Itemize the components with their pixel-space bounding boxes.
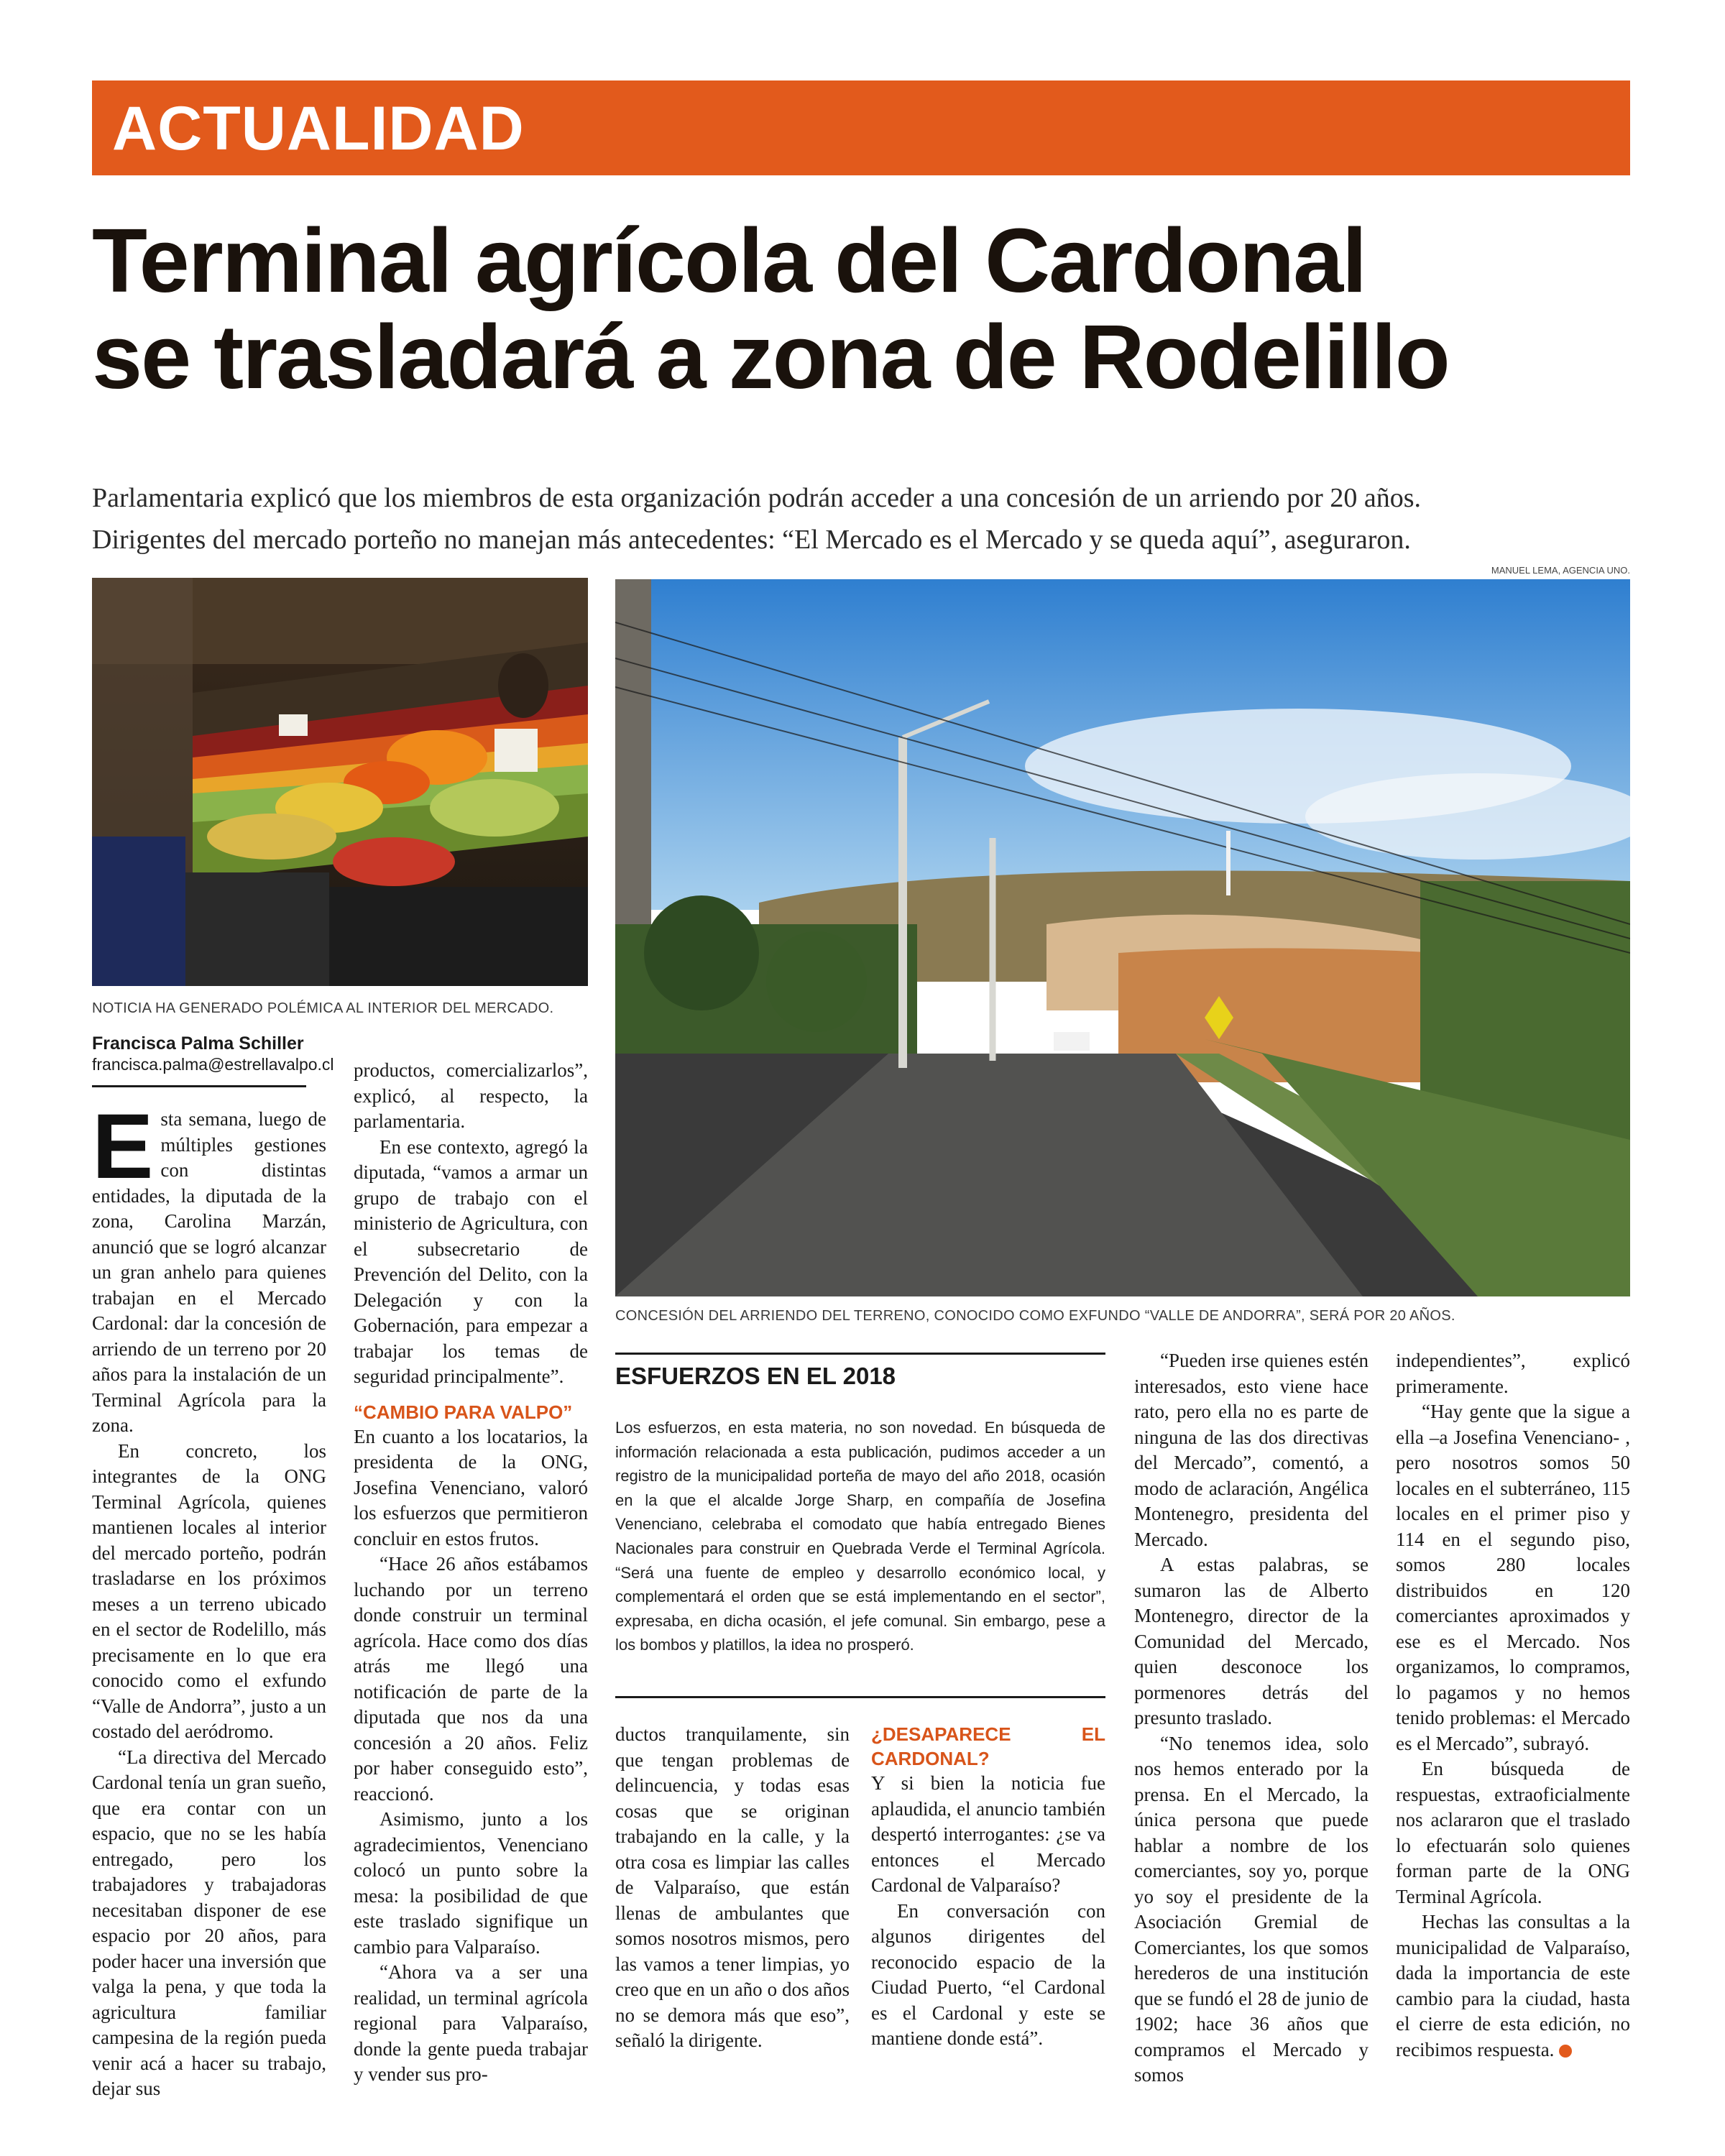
photo-credit: MANUEL LEMA, AGENCIA UNO.: [1491, 565, 1630, 576]
article-column-2: [354, 1058, 588, 2088]
headline-line-2: se trasladará a zona de Rodelillo: [92, 306, 1449, 407]
market-photo-illustration: [92, 578, 588, 986]
paragraph: Asimismo, junto a los agradecimientos, Venenciano colocó un punto sobre la mesa: la posibilidad de que este traslado signifique un cambio para Valparaíso.: [354, 1808, 588, 1958]
byline-rule: [92, 1085, 306, 1087]
article-column-4: [871, 1722, 1105, 2052]
paragraph: “Pueden irse quienes estén interesados, esto viene hace rato, pero ella no es parte de ninguna de las dos directivas del Mercado”, comentó, a modo de aclaración, Angélica Montenegro, presidenta del Mercado.: [1134, 1350, 1368, 1550]
deck: [92, 477, 1637, 561]
article-column-1: [92, 1095, 326, 2102]
section-bar: [92, 80, 1630, 175]
paragraph: En conversación con algunos dirigentes del reconocido espacio de la Ciudad Puerto, “el Cardonal es el Cardonal y este se mantiene donde está”.: [871, 1899, 1105, 2049]
paragraph: En búsqueda de respuestas, extraoficialmente nos aclararon que el traslado lo efectuarán solo quienes forman parte de la ONG Terminal Agrícola.: [1396, 1758, 1630, 1907]
box-text: Los esfuerzos, en esta materia, no son novedad. En búsqueda de información relacionada a esta publicación, pudimos acceder a un registro de la municipalidad porteña de mayo del año 2018, ocasión en la que el alcalde Jorge Sharp, en compañía de Josefina Venenciano, celebraba el comodato que había entregado Bienes Nacionales para construir en Quebrada Verde el Terminal Agrícola. “Será una fuente de empleo y desarrollo económico local, y complementará el orden que se está implementando en el sector”, expresaba, en dicha ocasión, el jefe comunal. Sin embargo, pese a los bombos y platillos, la idea no prosperó.: [615, 1419, 1105, 1654]
box-bottom-rule: [615, 1696, 1105, 1698]
road-photo-illustration: [615, 579, 1630, 1296]
paragraph: “No tenemos idea, solo nos hemos enterado por la prensa. En el Mercado, la única persona que puede hablar a nombre de los comerciantes, soy yo, porque yo soy el presidente de la Asociación Gremial de Comerciantes, los que somos herederos de una institución que se fundó el 28 de junio de 1902; hace 36 años que compramos el Mercado y somos: [1134, 1732, 1368, 2086]
byline-name: Francisca Palma Schiller: [92, 1033, 304, 1054]
subhead-desaparece: ¿DESAPARECE EL CARDONAL?: [871, 1723, 1105, 1769]
deck-line-1: Parlamentaria explicó que los miembros de esta organización podrán acceder a una concesión de un arriendo por 20 años.: [92, 483, 1421, 513]
headline: [92, 210, 1644, 407]
paragraph: En concreto, los integrantes de la ONG Terminal Agrícola, quienes mantienen locales al interior del mercado porteño, podrán trasladarse en los próximos meses a un terreno ubicado en el sector de Rodelillo, más precisamente en lo que era conocido como el exfundo “Valle de Andorra”, justo a un costado del aeródromo.: [92, 1439, 326, 1742]
paragraph: [92, 1095, 326, 1439]
paragraph: independientes”, explicó primeramente.: [1396, 1350, 1630, 1397]
byline-email: francisca.palma@estrellavalpo.cl: [92, 1055, 334, 1074]
subhead-cambio: “CAMBIO PARA VALPO”: [354, 1401, 573, 1423]
paragraph: ductos tranquilamente, sin que tengan problemas de delincuencia, y todas esas cosas que se originan trabajando en la calle, y la otra cosa es limpiar las calles de Valparaíso, que están llenas de ambulantes que somos nosotros mismos, pero las vamos a tener limpias, yo creo que en un año o dos años no se demora más que eso”, señaló la dirigente.: [615, 1723, 850, 2051]
headline-line-1: Terminal agrícola del Cardonal: [92, 210, 1366, 311]
end-mark-icon: +: [1559, 2045, 1572, 2058]
box-top-rule: [615, 1353, 1105, 1355]
paragraph: En cuanto a los locatarios, la presidenta de la ONG, Josefina Venenciano, valoró los esfuerzos que permitieron concluir en estos frutos.: [354, 1425, 588, 1549]
drop-cap: E: [92, 1095, 154, 1198]
paragraph-text: Hechas las consultas a la municipalidad de Valparaíso, dada la importancia de este cambio para la ciudad, hasta el cierre de esta edición, no recibimos respuesta.: [1396, 1911, 1630, 2060]
section-label: ACTUALIDAD: [112, 94, 525, 163]
deck-line-2: Dirigentes del mercado porteño no manejan más antecedentes: “El Mercado es el Mercado y se queda aquí”, aseguraron.: [92, 525, 1411, 555]
paragraph: “La directiva del Mercado Cardonal tenía un gran sueño, que era contar con un espacio, que no se les había entregado, pero los trabajadores y trabajadoras necesitaban disponer de ese espacio por 20 años, para poder hacer una inversión que valga la pena, y que toda la agricultura familiar campesina de la región pueda venir acá a hacer su trabajo, dejar sus: [92, 1746, 326, 2099]
article-column-5: [1134, 1348, 1368, 2088]
paragraph-text: sta semana, luego de múltiples gestiones con distintas entidades, la diputada de la zona, Carolina Marzán, anunció que se logró alcanzar un gran anhelo para quienes trabajan en el Mercado Cardonal: dar la concesión de arriendo de un terreno por 20 años para la instalación de un Terminal Agrícola para la zona.: [92, 1108, 326, 1436]
paragraph: productos, comercializarlos”, explicó, al respecto, la parlamentaria.: [354, 1059, 588, 1132]
paragraph: [1396, 1909, 1630, 2063]
paragraph: “Hay gente que la sigue a ella –a Josefina Venenciano- , pero nosotros somos 50 locales en el subterráneo, 115 locales en el primer piso y 114 en el segundo piso, somos 280 locales distribuidos en 120 comerciantes aproximados y ese es el Mercado. Nos organizamos, lo compramos, lo pagamos y no hemos tenido problemas: el Mercado es el Mercado”, subrayó.: [1396, 1401, 1630, 1754]
box-title: ESFUERZOS EN EL 2018: [615, 1363, 896, 1389]
paragraph: “Ahora va a ser una realidad, un terminal agrícola regional para Valparaíso, donde la gente pueda trabajar y vender sus pro-: [354, 1961, 588, 2085]
market-photo: [92, 578, 588, 986]
paragraph: Y si bien la noticia fue aplaudida, el anuncio también despertó interrogantes: ¿se va entonces el Mercado Cardonal de Valparaíso?: [871, 1772, 1105, 1896]
paragraph: A estas palabras, se sumaron las de Alberto Montenegro, director de la Comunidad del Mercado, quien desconoce los pormenores detrás del presunto traslado.: [1134, 1554, 1368, 1728]
article-column-3: [615, 1722, 850, 2054]
caption-market: NOTICIA HA GENERADO POLÉMICA AL INTERIOR DEL MERCADO.: [92, 1000, 554, 1016]
caption-road: CONCESIÓN DEL ARRIENDO DEL TERRENO, CONOCIDO COMO EXFUNDO “VALLE DE ANDORRA”, SERÁ POR 20 AÑOS.: [615, 1308, 1455, 1324]
paragraph: En ese contexto, agregó la diputada, “vamos a armar un grupo de trabajo con el ministerio de Agricultura, con el subsecretario de Prevención del Delito, con la Delegación y con la Gobernación, para empezar a trabajar los temas de seguridad principalmente”.: [354, 1135, 588, 1387]
paragraph: “Hace 26 años estábamos luchando por un terreno donde construir un terminal agrícola. Hace como dos días atrás me llegó una notificación de parte de la diputada que nos da una concesión a 20 años. Feliz por haber conseguido esto”, reaccionó.: [354, 1553, 588, 1805]
road-photo: [615, 579, 1630, 1296]
article-column-6: [1396, 1348, 1630, 2063]
